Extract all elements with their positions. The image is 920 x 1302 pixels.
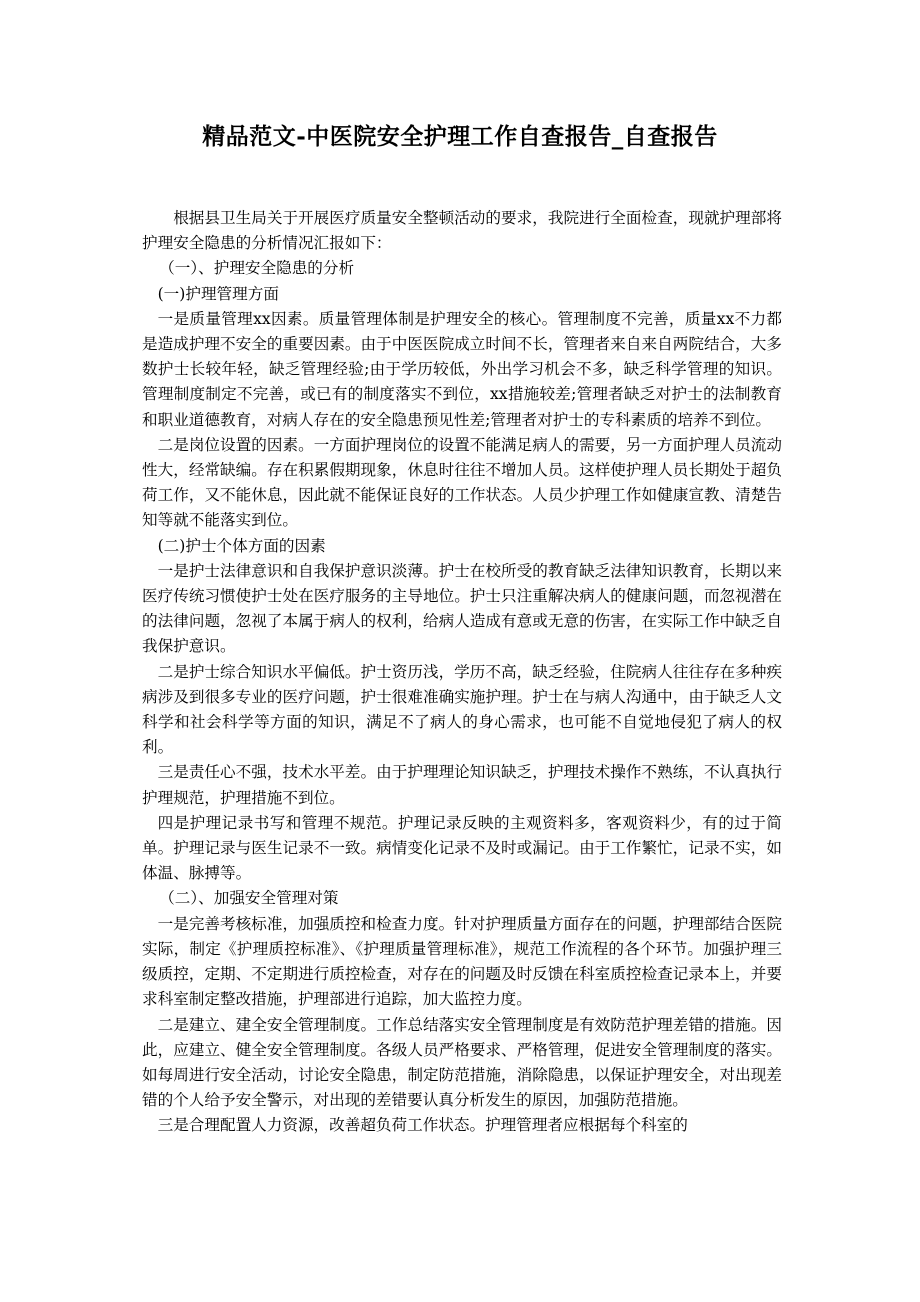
body-paragraph: 一是完善考核标准，加强质控和检查力度。针对护理质量方面存在的问题，护理部结合医院实际，制定《护理质控标准》、《护理质量管理标准》，规范工作流程的各个环节。加强护理三级质控，定期、不定期进行质控检查，对存在的问题及时反馈在科室质控检查记录本上，并要求科室制定整改措施，护理部进行追踪，加大监控力度。 <box>142 914 782 1009</box>
body-paragraph: 二是岗位设置的因素。一方面护理岗位的设置不能满足病人的需要，另一方面护理人员流动性大，经常缺编。存在积累假期现象，休息时往往不增加人员。这样使护理人员长期处于超负荷工作，又不能休息，因此就不能保证良好的工作状态。人员少护理工作如健康宣教、清楚告知等就不能落实到位。 <box>142 435 782 530</box>
body-paragraph: 三是合理配置人力资源，改善超负荷工作状态。护理管理者应根据每个科室的 <box>157 1116 688 1135</box>
body-paragraph: 一是质量管理xx因素。质量管理体制是护理安全的核心。管理制度不完善，质量xx不力都是造成护理不安全的重要因素。由于中医医院成立时间不长，管理者来自来自两院结合，大多数护士长较年轻，缺乏管理经验;由于学历较低，外出学习机会不多，缺乏科学管理的知识。管理制度制定不完善，或已有的制度落实不到位，xx措施较差;管理者缺乏对护士的法制教育和职业道德教育，对病人存在的安全隐患预见性差;管理者对护士的专科素质的培养不到位。 <box>142 309 782 429</box>
section-heading: (一)护理管理方面 <box>157 284 279 303</box>
body-paragraph: 二是护士综合知识水平偏低。护士资历浅，学历不高，缺乏经验，住院病人往往存在多种疾病涉及到很多专业的医疗问题，护士很难准确实施护理。护士在与病人沟通中，由于缺乏人文科学和社会科学等方面的知识，满足不了病人的身心需求，也可能不自觉地侵犯了病人的权利。 <box>142 662 782 757</box>
body-paragraph: 根据县卫生局关于开展医疗质量安全整顿活动的要求，我院进行全面检查，现就护理部将护理安全隐患的分析情况汇报如下： <box>142 209 782 253</box>
body-paragraph: 一是护士法律意识和自我保护意识淡薄。护士在校所受的教育缺乏法律知识教育，长期以来医疗传统习惯使护士处在医疗服务的主导地位。护士只注重解决病人的健康问题，而忽视潜在的法律问题，忽视了本属于病人的权利，给病人造成有意或无意的伤害，在实际工作中缺乏自我保护意识。 <box>142 561 782 656</box>
section-heading: （二）、加强安全管理对策 <box>159 889 339 908</box>
section-heading: （一）、护理安全隐患的分析 <box>159 259 355 278</box>
body-paragraph: 二是建立、建全安全管理制度。工作总结落实安全管理制度是有效防范护理差错的措施。因此，应建立、健全安全管理制度。各级人员严格要求、严格管理，促进安全管理制度的落实。如每周进行安全活动，讨论安全隐患，制定防范措施，消除隐患，以保证护理安全，对出现差错的个人给予安全警示，对出现的差错要认真分析发生的原因，加强防范措施。 <box>142 1015 782 1110</box>
body-paragraph: 三是责任心不强，技术水平差。由于护理理论知识缺乏，护理技术操作不熟练，不认真执行护理规范，护理措施不到位。 <box>142 763 782 807</box>
document-title: 精品范文-中医院安全护理工作自查报告_自查报告 <box>202 123 718 150</box>
section-heading: (二)护士个体方面的因素 <box>157 536 326 555</box>
body-paragraph: 四是护理记录书写和管理不规范。护理记录反映的主观资料多，客观资料少，有的过于简单。护理记录与医生记录不一致。病情变化记录不及时或漏记。由于工作繁忙，记录不实，如体温、脉搏等。 <box>142 813 782 883</box>
document-body <box>142 206 782 1139</box>
